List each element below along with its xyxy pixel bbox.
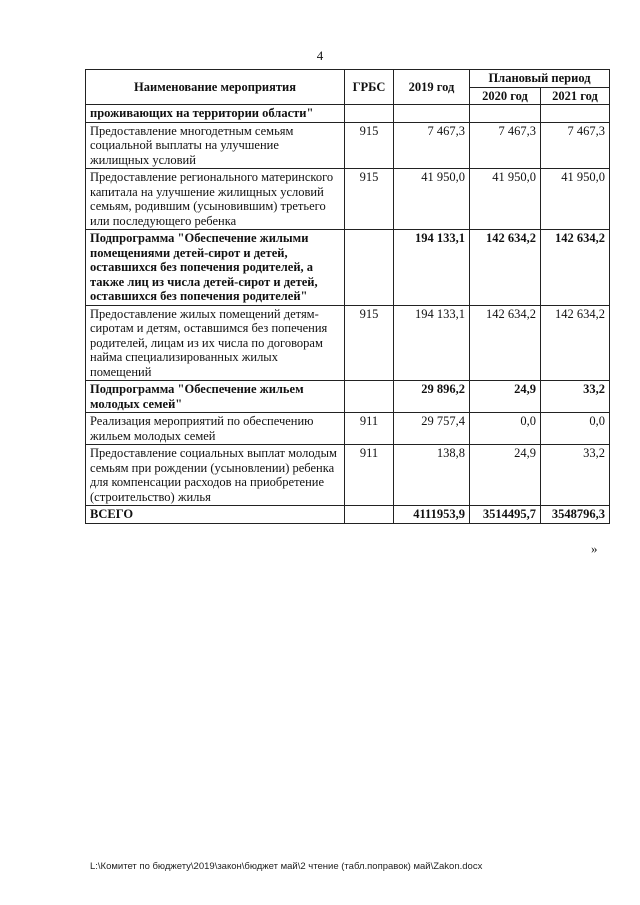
header-2020: 2020 год (470, 87, 541, 105)
row-2021: 3548796,3 (541, 506, 610, 524)
row-2019: 29 757,4 (394, 413, 470, 445)
row-2020: 7 467,3 (470, 122, 541, 169)
row-2020: 24,9 (470, 381, 541, 413)
row-2020 (470, 105, 541, 123)
row-name: Предоставление социальных выплат молодым семьям при рождении (усыновлении) ребенка для компенсации расходов на приобретение (строительство) жилья (86, 445, 345, 506)
row-name: Реализация мероприятий по обеспечению жильем молодых семей (86, 413, 345, 445)
row-2021: 33,2 (541, 381, 610, 413)
page-number: 4 (316, 48, 324, 63)
row-2021: 33,2 (541, 445, 610, 506)
row-name: проживающих на территории области" (86, 105, 345, 123)
header-name: Наименование мероприятия (86, 70, 345, 105)
row-name: Подпрограмма "Обеспечение жильем молодых семей" (86, 381, 345, 413)
row-2021: 0,0 (541, 413, 610, 445)
row-grbs (345, 381, 394, 413)
row-grbs: 911 (345, 445, 394, 506)
row-2020: 142 634,2 (470, 305, 541, 381)
closing-quote: » (591, 541, 598, 556)
row-2019: 138,8 (394, 445, 470, 506)
header-grbs: ГРБС (345, 70, 394, 105)
row-grbs: 915 (345, 122, 394, 169)
row-2020: 142 634,2 (470, 230, 541, 306)
row-2019 (394, 105, 470, 123)
table-row (86, 413, 610, 445)
row-2019: 4111953,9 (394, 506, 470, 524)
row-2019: 7 467,3 (394, 122, 470, 169)
table-row (86, 105, 610, 123)
row-2021: 7 467,3 (541, 122, 610, 169)
table-row (86, 122, 610, 169)
table-row (86, 305, 610, 381)
row-2020: 3514495,7 (470, 506, 541, 524)
row-2019: 41 950,0 (394, 169, 470, 230)
row-2019: 29 896,2 (394, 381, 470, 413)
row-2020: 24,9 (470, 445, 541, 506)
row-2019: 194 133,1 (394, 305, 470, 381)
budget-table (85, 69, 610, 524)
row-grbs: 915 (345, 169, 394, 230)
row-name: ВСЕГО (86, 506, 345, 524)
header-planned-period: Плановый период (470, 70, 610, 88)
row-name: Предоставление многодетным семьям социальной выплаты на улучшение жилищных условий (86, 122, 345, 169)
row-2021: 41 950,0 (541, 169, 610, 230)
header-2021: 2021 год (541, 87, 610, 105)
table-row (86, 381, 610, 413)
row-2021: 142 634,2 (541, 305, 610, 381)
table-row (86, 230, 610, 306)
row-2021: 142 634,2 (541, 230, 610, 306)
row-2019: 194 133,1 (394, 230, 470, 306)
footer-file-path: L:\Комитет по бюджету\2019\закон\бюджет май\2 чтение (табл.поправок) май\Zakon.docx (90, 861, 483, 872)
row-grbs: 911 (345, 413, 394, 445)
table-row (86, 169, 610, 230)
row-grbs (345, 105, 394, 123)
row-name: Предоставление жилых помещений детям-сиротам и детям, оставшимся без попечения родителей, лицам из их числа по договорам найма специализированных жилых помещений (86, 305, 345, 381)
table-total-row (86, 506, 610, 524)
row-grbs: 915 (345, 305, 394, 381)
row-2020: 0,0 (470, 413, 541, 445)
row-name: Предоставление регионального материнского капитала на улучшение жилищных условий семьям, родившим (усыновившим) третьего или последующего ребенка (86, 169, 345, 230)
row-grbs (345, 230, 394, 306)
table-header-row (86, 70, 610, 88)
row-2021 (541, 105, 610, 123)
table-row (86, 445, 610, 506)
row-grbs (345, 506, 394, 524)
row-2020: 41 950,0 (470, 169, 541, 230)
row-name: Подпрограмма "Обеспечение жилыми помещениями детей-сирот и детей, оставшихся без попечения родителей, а также лиц из числа детей-сирот и детей, оставшихся без попечения родителей" (86, 230, 345, 306)
header-2019: 2019 год (394, 70, 470, 105)
